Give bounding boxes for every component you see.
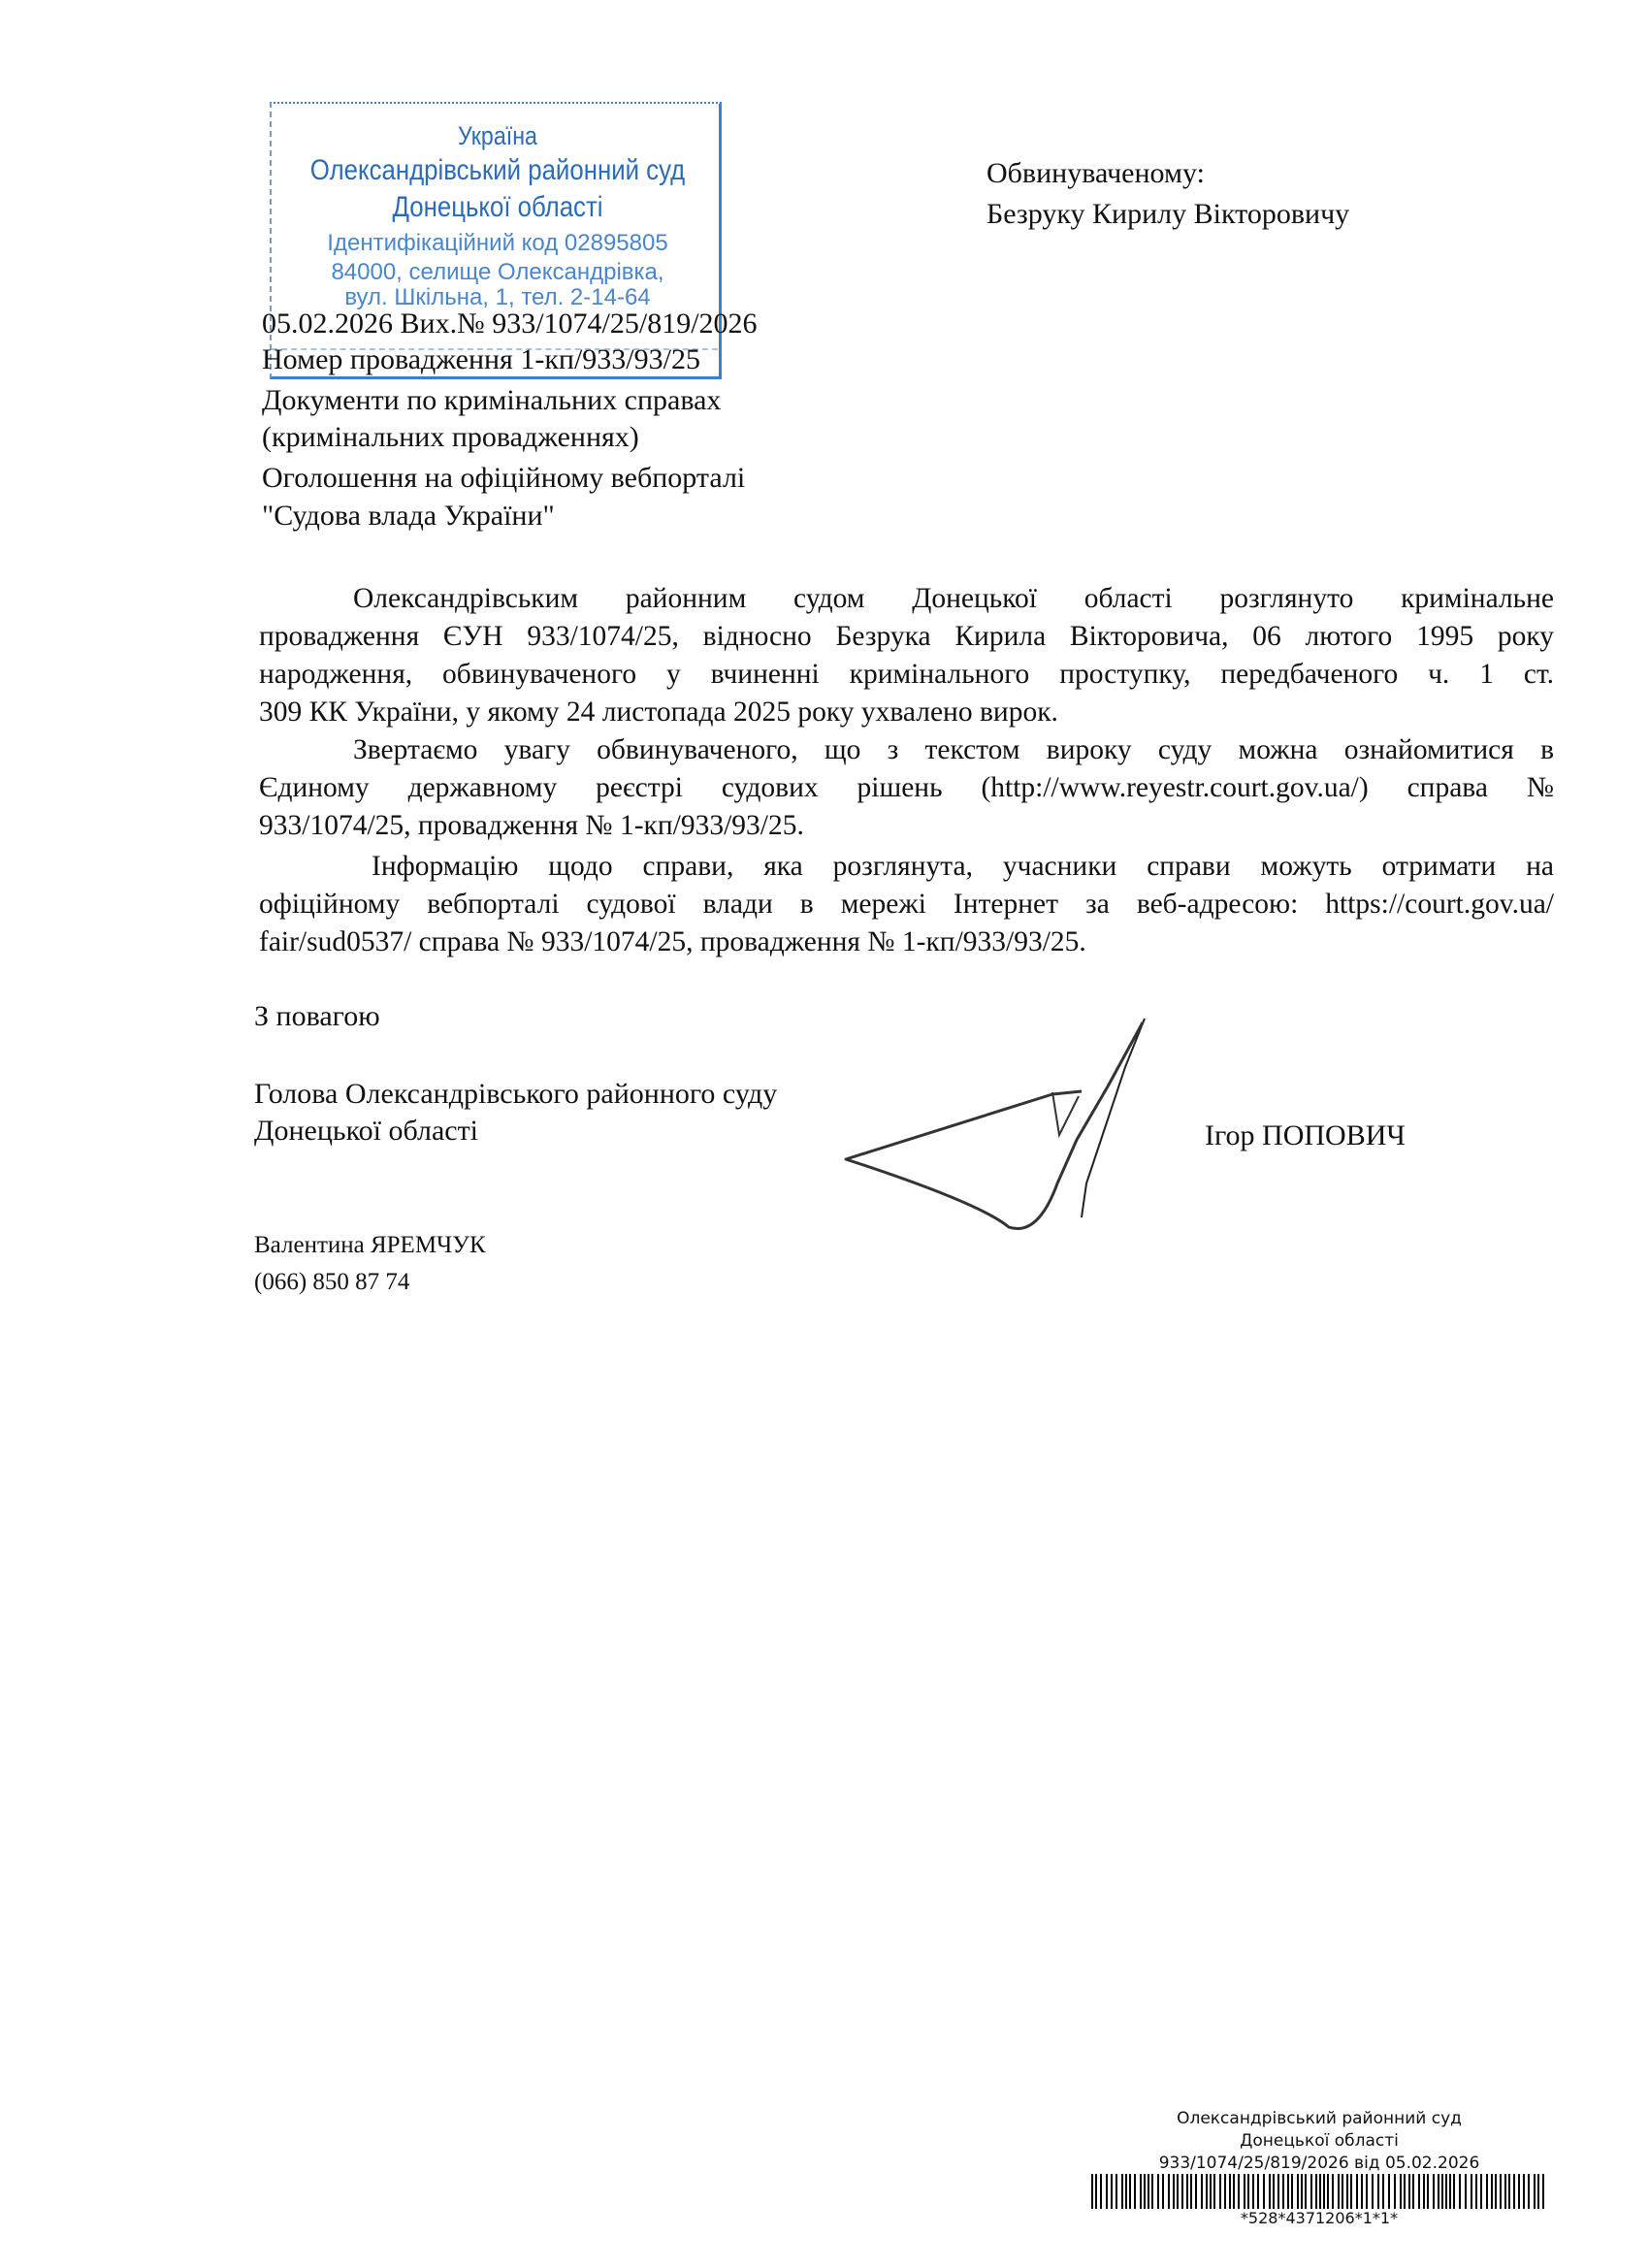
barcode-bar: [1291, 2174, 1293, 2209]
text-line: Олександрівським районним судом Донецької області розглянуто кримінальне: [353, 583, 1554, 614]
barcode-bar: [1523, 2174, 1525, 2209]
barcode-bar: [1480, 2174, 1482, 2209]
barcode-bar: [1508, 2174, 1510, 2209]
barcode-bar: [1195, 2174, 1197, 2209]
barcode-bar: [1418, 2174, 1420, 2209]
barcode-bar: [1342, 2174, 1343, 2209]
text-line: 933/1074/25, провадження № 1-кп/933/93/25.: [259, 810, 804, 841]
barcode-bar: [1423, 2174, 1425, 2209]
text-line: провадження ЄУН 933/1074/25, відносно Безрука Кирила Вікторовича, 06 лютого 1995 року: [259, 621, 1554, 652]
barcode-bar: [1332, 2174, 1334, 2209]
barcode-bar: [1257, 2174, 1259, 2209]
barcode-bar: [1206, 2174, 1208, 2209]
proceeding-number: Номер провадження 1-кп/933/93/25: [262, 343, 700, 375]
barcode-bar: [1129, 2174, 1131, 2209]
barcode-bar: [1346, 2174, 1348, 2209]
barcode-bar: [1441, 2174, 1443, 2209]
barcode-bar: [1186, 2174, 1188, 2209]
text-line: Інформацію щодо справи, яка розглянута, учасники справи можуть отримати на: [372, 851, 1554, 882]
barcode-bar: [1504, 2174, 1506, 2209]
barcode-bar: [1377, 2174, 1379, 2209]
barcode-bar: [1210, 2174, 1212, 2209]
barcode-bar: [1542, 2174, 1544, 2209]
text-line: Єдиному державному реєстрі судових рішень (http://www.reyestr.court.gov.ua/) справа №: [259, 772, 1554, 803]
barcode-bar: [1382, 2174, 1384, 2209]
stamp-street: вул. Шкільна, 1, тел. 2-14-64: [344, 284, 651, 310]
barcode-bar: [1297, 2174, 1299, 2209]
barcode: [1091, 2174, 1547, 2209]
barcode-bar: [1475, 2174, 1477, 2209]
barcode-bar: [1106, 2174, 1108, 2209]
paragraph-2: [259, 731, 1554, 845]
barcode-bar: [1111, 2174, 1113, 2209]
barcode-bar: [1528, 2174, 1530, 2209]
barcode-bar: [1513, 2174, 1515, 2209]
barcode-bar: [1327, 2174, 1329, 2209]
executor-name: Валентина ЯРЕМЧУК: [254, 1232, 486, 1258]
barcode-bar: [1518, 2174, 1520, 2209]
outgoing-number: 05.02.2026 Вих.№ 933/1074/25/819/2026: [262, 308, 758, 340]
barcode-bar: [1486, 2174, 1488, 2209]
barcode-bar: [1244, 2174, 1245, 2209]
stamp-address: 84000, селище Олександрівка,: [331, 259, 664, 285]
barcode-bar: [1459, 2174, 1461, 2209]
category-line1: Документи по кримінальних справах: [262, 384, 722, 416]
stamp-country: Україна: [458, 121, 537, 150]
barcode-bar: [1100, 2174, 1102, 2209]
barcode-bar: [1465, 2174, 1467, 2209]
barcode-bar: [1338, 2174, 1340, 2209]
barcode-bar: [1537, 2174, 1539, 2209]
barcode-bar: [1445, 2174, 1447, 2209]
registration-number: 933/1074/25/819/2026 від 05.02.2026: [1158, 2154, 1480, 2173]
barcode-bar: [1213, 2174, 1215, 2209]
paragraph-3: [259, 848, 1554, 961]
handwritten-signature: [834, 1009, 1154, 1242]
barcode-bar: [1233, 2174, 1235, 2209]
barcode-bar: [1157, 2174, 1159, 2209]
barcode-bar: [1238, 2174, 1240, 2209]
subject-line2: "Судова влада України": [262, 500, 555, 532]
barcode-bar: [1091, 2174, 1093, 2209]
barcode-bar: [1181, 2174, 1183, 2209]
text-line: fair/sud0537/ справа № 933/1074/25, провадження № 1-кп/933/93/25.: [259, 926, 1086, 957]
text-line: офіційному вебпорталі судової влади в мережі Інтернет за веб-адресою: https://court.gov.ua/: [259, 889, 1554, 920]
text-line: Звертаємо увагу обвинуваченого, що з текстом вироку суду можна ознайомитися в: [353, 734, 1554, 765]
regards: З повагою: [254, 1000, 380, 1032]
barcode-bar: [1394, 2174, 1396, 2209]
barcode-bar: [1177, 2174, 1179, 2209]
barcode-bar: [1151, 2174, 1153, 2209]
barcode-bar: [1408, 2174, 1410, 2209]
barcode-bar: [1201, 2174, 1203, 2209]
barcode-bar: [1277, 2174, 1279, 2209]
barcode-bar: [1168, 2174, 1170, 2209]
barcode-bar: [1449, 2174, 1451, 2209]
barcode-bar: [1116, 2174, 1117, 2209]
barcode-bar: [1310, 2174, 1312, 2209]
barcode-bar: [1173, 2174, 1175, 2209]
barcode-bar: [1471, 2174, 1472, 2209]
text-line: народження, обвинуваченого у вчиненні кримінального проступку, передбаченого ч. 1 ст.: [259, 659, 1554, 690]
barcode-bar: [1229, 2174, 1231, 2209]
barcode-bar: [1263, 2174, 1265, 2209]
barcode-bar: [1224, 2174, 1226, 2209]
barcode-bar: [1252, 2174, 1254, 2209]
barcode-bar: [1404, 2174, 1406, 2209]
barcode-bar: [1495, 2174, 1497, 2209]
barcode-bar: [1372, 2174, 1374, 2209]
barcode-bar: [1361, 2174, 1363, 2209]
barcode-bar: [1427, 2174, 1429, 2209]
barcode-bar: [1273, 2174, 1275, 2209]
barcode-bar: [1388, 2174, 1390, 2209]
barcode-bar: [1190, 2174, 1192, 2209]
barcode-bar: [1140, 2174, 1142, 2209]
subject-line1: Оголошення на офіційному вебпорталі: [262, 462, 746, 494]
addressee-name: Безруку Кирилу Вікторовичу: [986, 198, 1350, 230]
barcode-bar: [1453, 2174, 1455, 2209]
barcode-bar: [1491, 2174, 1493, 2209]
registration-court: Олександрівський районний суд: [1177, 2109, 1462, 2128]
barcode-bar: [1144, 2174, 1146, 2209]
barcode-bar: [1282, 2174, 1284, 2209]
barcode-bar: [1438, 2174, 1439, 2209]
barcode-bar: [1412, 2174, 1414, 2209]
barcode-bar: [1301, 2174, 1303, 2209]
barcode-bar: [1433, 2174, 1435, 2209]
barcode-bar: [1305, 2174, 1307, 2209]
barcode-bar: [1534, 2174, 1536, 2209]
barcode-bar: [1247, 2174, 1249, 2209]
barcode-bar: [1366, 2174, 1368, 2209]
barcode-bar: [1350, 2174, 1352, 2209]
stamp-region: Донецької області: [392, 191, 603, 223]
stamp-court-name: Олександрівський районний суд: [309, 154, 686, 186]
signatory-position-region: Донецької області: [254, 1115, 479, 1147]
barcode-bar: [1134, 2174, 1136, 2209]
signatory-name: Ігор ПОПОВИЧ: [1205, 1119, 1406, 1151]
barcode-bar: [1095, 2174, 1097, 2209]
signatory-position: Голова Олександрівського районного суду: [254, 1078, 778, 1110]
registration-region: Донецької області: [1240, 2131, 1399, 2151]
barcode-bar: [1323, 2174, 1325, 2209]
text-line: 309 КК України, у якому 24 листопада 2025 року ухвалено вирок.: [259, 697, 1058, 728]
barcode-text: *528*4371206*1*1*: [1240, 2209, 1399, 2227]
barcode-bar: [1121, 2174, 1123, 2209]
barcode-bar: [1148, 2174, 1149, 2209]
barcode-bar: [1500, 2174, 1502, 2209]
barcode-bar: [1400, 2174, 1402, 2209]
barcode-bar: [1319, 2174, 1321, 2209]
barcode-bar: [1356, 2174, 1358, 2209]
barcode-bar: [1125, 2174, 1127, 2209]
paragraph-1: [259, 580, 1554, 731]
barcode-bar: [1269, 2174, 1271, 2209]
addressee-label: Обвинуваченому:: [986, 157, 1205, 189]
barcode-bar: [1219, 2174, 1221, 2209]
executor-phone: (066) 850 87 74: [254, 1269, 410, 1295]
stamp-id-code: Ідентифікаційний код 02895805: [327, 230, 668, 256]
barcode-bar: [1315, 2174, 1317, 2209]
barcode-bar: [1162, 2174, 1164, 2209]
category-line2: (кримінальних провадженнях): [262, 421, 639, 453]
barcode-bar: [1287, 2174, 1289, 2209]
